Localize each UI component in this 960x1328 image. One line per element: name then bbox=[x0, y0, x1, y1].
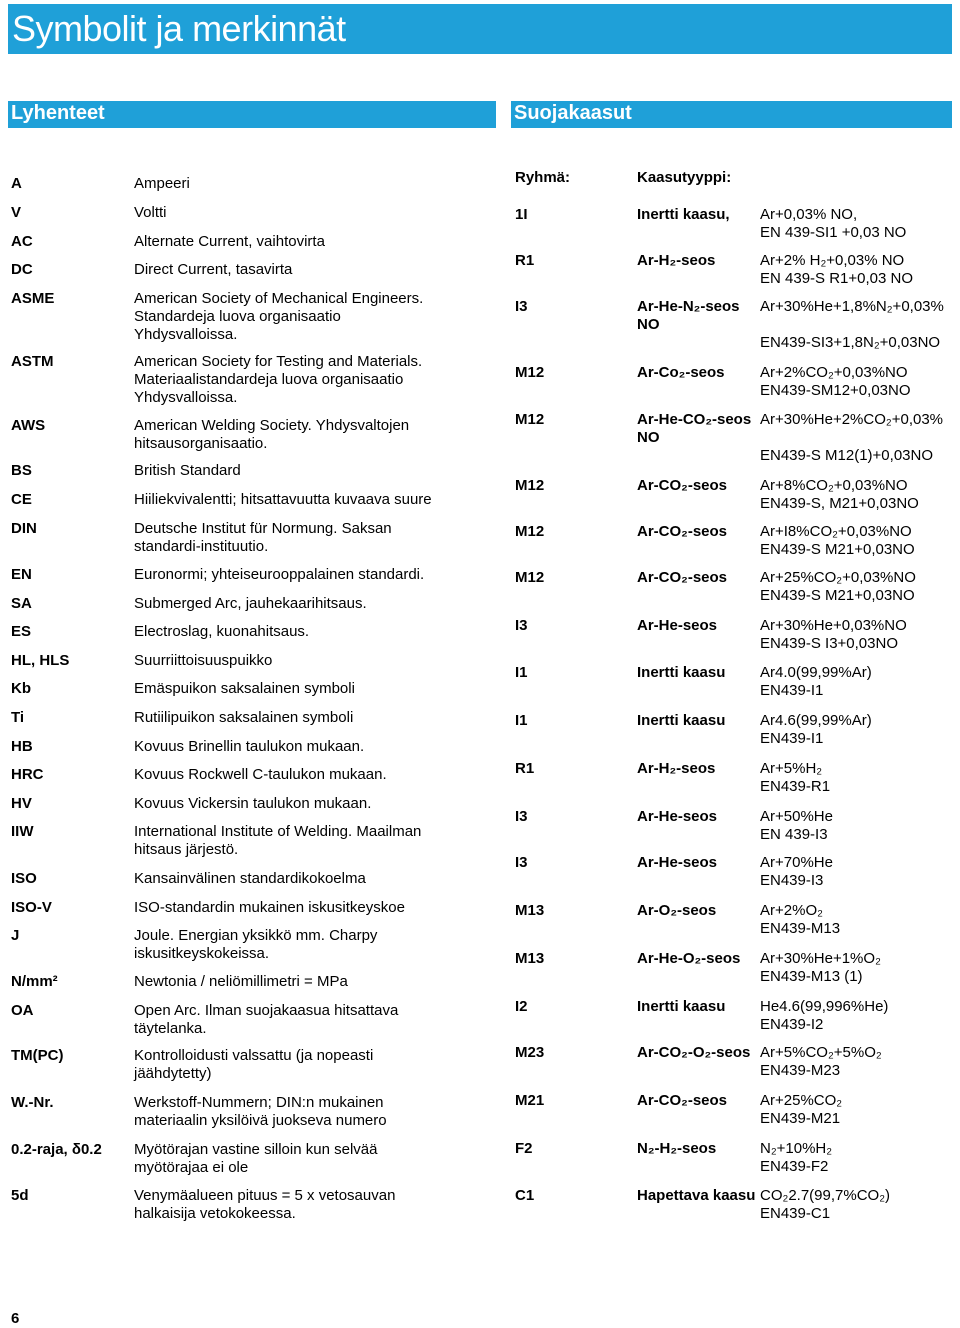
abbreviation-description: Venymäalueen pituus = 5 x vetosauvan halkaisija vetokokeessa. bbox=[134, 1187, 396, 1222]
abbreviation-description: Direct Current, tasavirta bbox=[134, 261, 293, 278]
abbreviation-description: American Society for Testing and Materials. Materiaalistandardeja luova organisaatio Yhdysvalloissa. bbox=[134, 353, 423, 406]
abbreviation-key: ISO-V bbox=[11, 899, 52, 916]
abbreviation-key: HL, HLS bbox=[11, 652, 70, 669]
abbreviation-key: AC bbox=[11, 233, 33, 250]
gas-group: I3 bbox=[515, 808, 528, 825]
abbreviation-description: International Institute of Welding. Maailman hitsaus järjestö. bbox=[134, 823, 422, 858]
gas-type: Ar-O₂-seos bbox=[637, 902, 717, 919]
gas-type: Ar-H₂-seos bbox=[637, 252, 716, 269]
abbreviation-description: Kovuus Rockwell C-taulukon mukaan. bbox=[134, 766, 387, 783]
gas-type: Ar-He-seos bbox=[637, 617, 718, 634]
gas-group: M23 bbox=[515, 1044, 545, 1061]
abbreviation-key: HRC bbox=[11, 766, 44, 783]
abbreviation-key: 0.2-raja, δ0.2 bbox=[11, 1141, 102, 1158]
gas-composition: Ar+50%He EN 439-I3 bbox=[760, 808, 833, 843]
abbreviation-description: Werkstoff-Nummern; DIN:n mukainen materiaalin yksilöivä juokseva numero bbox=[134, 1094, 387, 1129]
abbreviation-key: J bbox=[11, 927, 20, 944]
gas-group: M12 bbox=[515, 523, 545, 540]
abbreviation-key: Kb bbox=[11, 680, 31, 697]
gas-type: Ar-Co₂-seos bbox=[637, 364, 725, 381]
abbreviation-key: BS bbox=[11, 462, 32, 479]
gas-composition: Ar+8%CO₂+0,03%NO EN439-S, M21+0,03NO bbox=[760, 477, 919, 512]
abbreviation-description: Emäspuikon saksalainen symboli bbox=[134, 680, 355, 697]
gas-group: R1 bbox=[515, 252, 535, 269]
abbreviation-description: Deutsche Institut für Normung. Saksan standardi-instituutio. bbox=[134, 520, 392, 555]
abbreviation-description: Kansainvälinen standardikokoelma bbox=[134, 870, 366, 887]
gas-group: I3 bbox=[515, 617, 528, 634]
gas-composition: Ar+2%CO₂+0,03%NO EN439-SM12+0,03NO bbox=[760, 364, 911, 399]
gas-type: Inertti kaasu bbox=[637, 664, 726, 681]
abbreviation-key: ASME bbox=[11, 290, 55, 307]
gas-composition: Ar+I8%CO₂+0,03%NO EN439-S M21+0,03NO bbox=[760, 523, 915, 558]
gas-composition: Ar+0,03% NO, EN 439-SI1 +0,03 NO bbox=[760, 206, 907, 241]
gas-composition: Ar+30%He+1,8%N₂+0,03% EN439-SI3+1,8N₂+0,03NO bbox=[760, 298, 944, 351]
section-bar-lyhenteet bbox=[8, 101, 496, 128]
gas-composition: Ar+2%O₂ EN439-M13 bbox=[760, 902, 841, 937]
gas-composition: Ar+2% H₂+0,03% NO EN 439-S R1+0,03 NO bbox=[760, 252, 913, 287]
abbreviation-description: Ampeeri bbox=[134, 175, 190, 192]
gas-composition: Ar+5%H₂ EN439-R1 bbox=[760, 760, 831, 795]
abbreviation-description: Suurriittoisuuspuikko bbox=[134, 652, 273, 669]
abbreviation-key: AWS bbox=[11, 417, 46, 434]
abbreviation-description: Kovuus Brinellin taulukon mukaan. bbox=[134, 738, 365, 755]
page-title: Symbolit ja merkinnät bbox=[12, 8, 346, 49]
gas-group: R1 bbox=[515, 760, 535, 777]
gas-group: M12 bbox=[515, 411, 545, 428]
abbreviation-description: Electroslag, kuonahitsaus. bbox=[134, 623, 310, 640]
abbreviation-description: Voltti bbox=[134, 204, 167, 221]
abbreviation-description: ISO-standardin mukainen iskusitkeyskoe bbox=[134, 899, 405, 916]
section-title-suojakaasut: Suojakaasut bbox=[514, 102, 632, 124]
gas-group: M13 bbox=[515, 950, 545, 967]
gas-group: I1 bbox=[515, 712, 528, 729]
gas-type: Ar-CO₂-seos bbox=[637, 569, 728, 586]
abbreviation-key: Ti bbox=[11, 709, 25, 726]
abbreviation-description: Rutiilipuikon saksalainen symboli bbox=[134, 709, 354, 726]
gas-composition: Ar+30%He+2%CO₂+0,03% EN439-S M12(1)+0,03NO bbox=[760, 411, 944, 464]
gas-group: F2 bbox=[515, 1140, 533, 1157]
abbreviation-key: IIW bbox=[11, 823, 34, 840]
gas-composition: CO₂2.7(99,7%CO₂) EN439-C1 bbox=[760, 1187, 891, 1222]
gas-type: Ar-He-CO₂-seos NO bbox=[637, 411, 752, 446]
gas-group: 1I bbox=[515, 206, 528, 223]
abbreviation-key: ISO bbox=[11, 870, 37, 887]
gas-group: M12 bbox=[515, 569, 545, 586]
section-title-lyhenteet: Lyhenteet bbox=[11, 102, 105, 124]
gas-type: Ar-H₂-seos bbox=[637, 760, 716, 777]
abbreviation-description: Euronormi; yhteiseurooppalainen standardi. bbox=[134, 566, 425, 583]
abbreviation-key: ASTM bbox=[11, 353, 54, 370]
gas-composition: Ar+30%He+1%O₂ EN439-M13 (1) bbox=[760, 950, 881, 985]
gas-composition: Ar+30%He+0,03%NO EN439-S I3+0,03NO bbox=[760, 617, 907, 652]
gas-header-type: Kaasutyyppi: bbox=[637, 169, 732, 186]
gas-group: M12 bbox=[515, 477, 545, 494]
gas-group: C1 bbox=[515, 1187, 535, 1204]
gas-composition: Ar4.6(99,99%Ar) EN439-I1 bbox=[760, 712, 872, 747]
gas-type: Ar-CO₂-O₂-seos bbox=[637, 1044, 751, 1061]
gas-type: Ar-CO₂-seos bbox=[637, 1092, 728, 1109]
gas-composition: N₂+10%H₂ EN439-F2 bbox=[760, 1140, 833, 1175]
abbreviation-key: OA bbox=[11, 1002, 34, 1019]
abbreviation-description: Submerged Arc, jauhekaarihitsaus. bbox=[134, 595, 367, 612]
gas-type: Ar-He-seos bbox=[637, 808, 718, 825]
abbreviation-description: Joule. Energian yksikkö mm. Charpy iskusitkeyskokeissa. bbox=[134, 927, 378, 962]
abbreviation-key: EN bbox=[11, 566, 32, 583]
gas-type: Ar-CO₂-seos bbox=[637, 523, 728, 540]
gas-header-group: Ryhmä: bbox=[515, 169, 571, 186]
gas-group: M13 bbox=[515, 902, 545, 919]
gas-group: M12 bbox=[515, 364, 545, 381]
abbreviation-description: American Society of Mechanical Engineers. Standardeja luova organisaatio Yhdysvalloissa. bbox=[134, 290, 424, 343]
gas-type: Inertti kaasu bbox=[637, 712, 726, 729]
gas-composition: Ar4.0(99,99%Ar) EN439-I1 bbox=[760, 664, 872, 699]
gas-type: Inertti kaasu, bbox=[637, 206, 730, 223]
gas-type: Hapettava kaasu bbox=[637, 1187, 756, 1204]
gas-type: Ar-He-seos bbox=[637, 854, 718, 871]
abbreviation-key: DIN bbox=[11, 520, 37, 537]
section-bar-suojakaasut bbox=[511, 101, 952, 128]
abbreviation-description: Myötörajan vastine silloin kun selvää myötörajaa ei ole bbox=[134, 1141, 378, 1176]
abbreviation-key: A bbox=[11, 175, 22, 192]
abbreviation-description: Alternate Current, vaihtovirta bbox=[134, 233, 325, 250]
gas-group: I1 bbox=[515, 664, 528, 681]
title-bar bbox=[8, 4, 952, 54]
gas-group: I3 bbox=[515, 298, 528, 315]
gas-type: Ar-CO₂-seos bbox=[637, 477, 728, 494]
abbreviation-key: HB bbox=[11, 738, 33, 755]
abbreviation-key: SA bbox=[11, 595, 32, 612]
gas-type: Ar-He-O₂-seos bbox=[637, 950, 741, 967]
gas-group: I3 bbox=[515, 854, 528, 871]
abbreviation-key: CE bbox=[11, 491, 32, 508]
abbreviation-description: Kovuus Vickersin taulukon mukaan. bbox=[134, 795, 372, 812]
page-number: 6 bbox=[11, 1310, 20, 1327]
abbreviation-description: Newtonia / neliömillimetri = MPa bbox=[134, 973, 348, 990]
gas-group: M21 bbox=[515, 1092, 545, 1109]
abbreviation-key: W.-Nr. bbox=[11, 1094, 54, 1111]
abbreviation-key: V bbox=[11, 204, 22, 221]
gas-composition: Ar+5%CO₂+5%O₂ EN439-M23 bbox=[760, 1044, 882, 1079]
abbreviation-key: 5d bbox=[11, 1187, 29, 1204]
abbreviation-description: Hiiliekvivalentti; hitsattavuutta kuvaava suure bbox=[134, 491, 432, 508]
abbreviation-description: Open Arc. Ilman suojakaasua hitsattava täytelanka. bbox=[134, 1002, 399, 1037]
gas-group: I2 bbox=[515, 998, 528, 1015]
abbreviation-description: American Welding Society. Yhdysvaltojen hitsausorganisaatio. bbox=[134, 417, 410, 452]
gas-type: Ar-He-N₂-seos NO bbox=[637, 298, 740, 333]
abbreviation-key: DC bbox=[11, 261, 33, 278]
gas-composition: Ar+70%He EN439-I3 bbox=[760, 854, 833, 889]
abbreviation-key: N/mm² bbox=[11, 973, 58, 990]
abbreviation-description: Kontrolloidusti valssattu (ja nopeasti jäähdytetty) bbox=[134, 1047, 374, 1082]
abbreviation-key: TM(PC) bbox=[11, 1047, 64, 1064]
gas-composition: Ar+25%CO₂ EN439-M21 bbox=[760, 1092, 843, 1127]
gas-type: N₂-H₂-seos bbox=[637, 1140, 717, 1157]
gas-composition: Ar+25%CO₂+0,03%NO EN439-S M21+0,03NO bbox=[760, 569, 916, 604]
abbreviation-key: HV bbox=[11, 795, 32, 812]
abbreviation-key: ES bbox=[11, 623, 32, 640]
gas-type: Inertti kaasu bbox=[637, 998, 726, 1015]
abbreviation-description: British Standard bbox=[134, 462, 241, 479]
gas-composition: He4.6(99,996%He) EN439-I2 bbox=[760, 998, 889, 1033]
